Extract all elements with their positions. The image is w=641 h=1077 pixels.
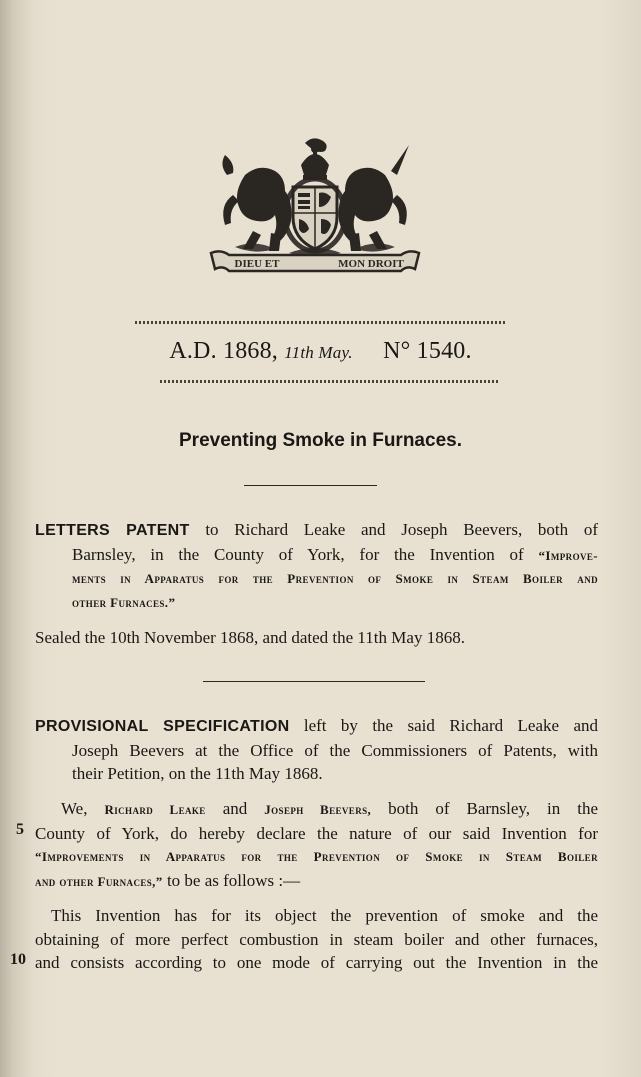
motto-left: DIEU ET <box>234 258 280 270</box>
patent-date: 11th May. <box>284 343 353 362</box>
provisional-specification <box>35 714 598 786</box>
provisional-line-2: Joseph Beevers at the Office of the Commissioners of Patents, with <box>72 740 598 760</box>
motto-right: MON DROIT <box>338 258 404 270</box>
sealed-line: Sealed the 10th November 1868, and dated the 11th May 1868. <box>35 628 465 647</box>
section-divider <box>203 681 425 682</box>
document-title: Preventing Smoke in Furnaces. <box>179 430 462 451</box>
letters-patent-line-4: other Furnaces.” <box>72 594 176 610</box>
body2-line-3: and consists according to one mode of carrying out the Invention in the <box>35 953 598 972</box>
line-number-10: 10 <box>10 951 26 968</box>
body-paragraph-1 <box>35 797 598 893</box>
letters-patent-lead: LETTERS PATENT <box>35 522 190 539</box>
body2-line-1: This Invention has for its object the prevention of smoke and the <box>51 906 598 925</box>
provisional-line-3: their Petition, on the 11th May 1868. <box>72 764 323 783</box>
letters-patent-line-2: Barnsley, in the County of York, for the Invention of “Improve- <box>72 544 598 564</box>
patent-heading <box>0 338 641 365</box>
patent-number: N° 1540. <box>383 338 472 364</box>
letters-patent-paragraph <box>35 518 598 614</box>
body1-line-2: County of York, do hereby declare the nature of our said Invention for <box>35 823 598 843</box>
title-divider <box>244 485 377 486</box>
body1-line-1: We, Richard Leake and Joseph Beevers, both of Barnsley, in the <box>61 799 599 818</box>
lower-decorative-rule <box>160 380 500 383</box>
year-label: A.D. 1868, <box>169 338 278 364</box>
body1-line-3: “Improvements in Apparatus for the Prevention of Smoke in Steam Boiler <box>35 849 598 864</box>
letters-patent-line-3: ments in Apparatus for the Prevention of Smoke in Steam Boiler and <box>72 571 598 586</box>
provisional-line-1: PROVISIONAL SPECIFICATION left by the said Richard Leake and <box>35 716 599 735</box>
provisional-lead: PROVISIONAL SPECIFICATION <box>35 718 290 735</box>
letters-patent-line-1: LETTERS PATENT to Richard Leake and Joseph Beevers, both of <box>35 520 598 539</box>
royal-coat-of-arms <box>205 135 425 275</box>
body-paragraph-2 <box>35 904 598 975</box>
body2-line-2: obtaining of more perfect combustion in steam boiler and other furnaces, <box>35 929 598 949</box>
body1-line-4: and other Furnaces,” to be as follows :— <box>35 870 301 890</box>
line-number-5: 5 <box>16 821 24 838</box>
upper-decorative-rule <box>135 321 506 324</box>
